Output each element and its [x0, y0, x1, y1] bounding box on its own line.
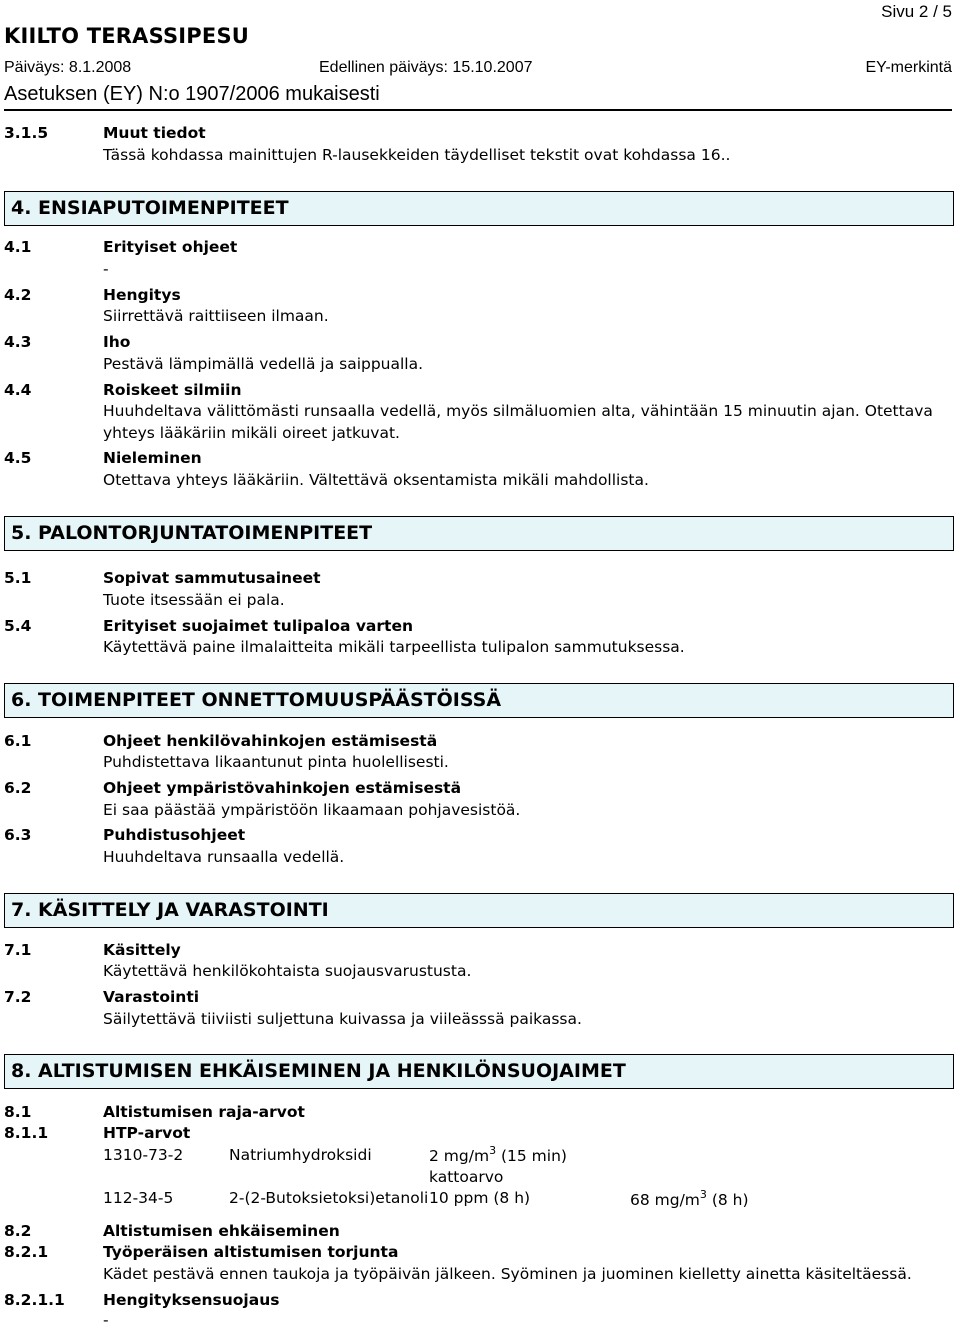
s811-number: 8.1.1 — [4, 1124, 49, 1142]
s82-title: Altistumisen ehkäiseminen — [103, 1222, 340, 1240]
s8211-number: 8.2.1.1 — [4, 1291, 65, 1309]
company-title: KIILTO TERASSIPESU — [4, 24, 250, 48]
s61-title: Ohjeet henkilövahinkojen estämisestä — [103, 732, 438, 750]
s811-title: HTP-arvot — [103, 1124, 191, 1142]
page-number: Sivu 2 / 5 — [881, 2, 952, 21]
s62-number: 6.2 — [4, 779, 32, 797]
ec-label: EY-merkintä — [865, 59, 952, 76]
s41-number: 4.1 — [4, 238, 32, 256]
s315-text: Tässä kohdassa mainittujen R-lausekkeiden täydelliset tekstit ovat kohdassa 16.. — [103, 146, 731, 164]
s72-text: Säilytettävä tiiviisti suljettuna kuivassa ja viileässsä paikassa. — [103, 1010, 582, 1028]
regulation-line: Asetuksen (EY) N:o 1907/2006 mukaisesti — [4, 83, 380, 105]
s45-text: Otettava yhteys lääkäriin. Vältettävä oksentamista mikäli mahdollista. — [103, 471, 649, 489]
s8211-text: - — [103, 1311, 109, 1329]
s44-text-line2: yhteys lääkäriin mikäli oireet jatkuvat. — [103, 424, 400, 442]
limit-row-1-cas: 1310-73-2 — [103, 1146, 184, 1164]
s821-text: Kädet pestävä ennen taukoja ja työpäivän jälkeen. Syöminen ja juominen kielletty ainetta käsiteltäessä. — [103, 1265, 912, 1283]
s71-title: Käsittely — [103, 941, 181, 959]
s45-title: Nieleminen — [103, 449, 202, 467]
s41-text: - — [103, 260, 109, 278]
s54-text: Käytettävä paine ilmalaitteita mikäli tarpeellista tulipalon sammutuksessa. — [103, 638, 685, 656]
s63-number: 6.3 — [4, 826, 32, 844]
section-7-heading: 7. KÄSITTELY JA VARASTOINTI — [11, 899, 329, 921]
s43-text: Pestävä lämpimällä vedellä ja saippualla. — [103, 355, 424, 373]
s44-title: Roiskeet silmiin — [103, 381, 242, 399]
section-5-heading: 5. PALONTORJUNTATOIMENPITEET — [11, 522, 373, 544]
s54-number: 5.4 — [4, 617, 32, 635]
section-4-heading-box — [4, 191, 954, 226]
s51-number: 5.1 — [4, 569, 32, 587]
s41-title: Erityiset ohjeet — [103, 238, 238, 256]
s45-number: 4.5 — [4, 449, 32, 467]
s315-number: 3.1.5 — [4, 124, 49, 142]
s82-number: 8.2 — [4, 1222, 32, 1240]
limit-row-2-cas: 112-34-5 — [103, 1189, 174, 1207]
limit-row-2-substance: 2-(2-Butoksietoksi)etanoli — [229, 1189, 429, 1207]
s54-title: Erityiset suojaimet tulipaloa varten — [103, 617, 413, 635]
s61-number: 6.1 — [4, 732, 32, 750]
s51-title: Sopivat sammutusaineet — [103, 569, 321, 587]
limit-row-2-value-ppm: 10 ppm (8 h) — [429, 1189, 531, 1207]
section-6-heading: 6. TOIMENPITEET ONNETTOMUUSPÄÄSTÖISSÄ — [11, 689, 502, 711]
s44-text-line1: Huuhdeltava välittömästi runsaalla vedellä, myös silmäluomien alta, vähintään 15 minuutin ajan. Otettava — [103, 402, 933, 420]
limit-row-1-value-note: kattoarvo — [429, 1168, 504, 1186]
section-4-heading: 4. ENSIAPUTOIMENPITEET — [11, 197, 289, 219]
s8211-title: Hengityksensuojaus — [103, 1291, 280, 1309]
s71-text: Käytettävä henkilökohtaista suojausvarustusta. — [103, 962, 472, 980]
limit-row-1-substance: Natriumhydroksidi — [229, 1146, 372, 1164]
s81-title: Altistumisen raja-arvot — [103, 1103, 305, 1121]
s62-title: Ohjeet ympäristövahinkojen estämisestä — [103, 779, 462, 797]
limit-row-1-value: 2 $mg/m^3$ (15 min) — [429, 1144, 567, 1165]
s43-title: Iho — [103, 333, 131, 351]
s63-text: Huuhdeltava runsaalla vedellä. — [103, 848, 345, 866]
section-8-heading-box — [4, 1054, 954, 1089]
section-5-heading-box — [4, 516, 954, 551]
s61-text: Puhdistettava likaantunut pinta huolellisesti. — [103, 753, 449, 771]
s51-text: Tuote itsessään ei pala. — [103, 591, 285, 609]
limit-row-2-value-mg: 68 $mg/m^3$ (8 h) — [630, 1188, 749, 1209]
s43-number: 4.3 — [4, 333, 32, 351]
section-6-heading-box — [4, 683, 954, 718]
section-7-heading-box — [4, 893, 954, 928]
s72-number: 7.2 — [4, 988, 32, 1006]
s42-number: 4.2 — [4, 286, 32, 304]
s81-number: 8.1 — [4, 1103, 32, 1121]
s71-number: 7.1 — [4, 941, 32, 959]
previous-date: Edellinen päiväys: 15.10.2007 — [319, 59, 533, 76]
s72-title: Varastointi — [103, 988, 200, 1006]
s62-text: Ei saa päästää ympäristöön likaamaan pohjavesistöä. — [103, 801, 521, 819]
s44-number: 4.4 — [4, 381, 32, 399]
s821-title: Työperäisen altistumisen torjunta — [103, 1243, 399, 1261]
section-8-heading: 8. ALTISTUMISEN EHKÄISEMINEN JA HENKILÖNSUOJAIMET — [11, 1060, 626, 1082]
s821-number: 8.2.1 — [4, 1243, 49, 1261]
s42-text: Siirrettävä raittiiseen ilmaan. — [103, 307, 329, 325]
s315-title: Muut tiedot — [103, 124, 206, 142]
s63-title: Puhdistusohjeet — [103, 826, 246, 844]
header-rule — [4, 109, 952, 111]
date: Päiväys: 8.1.2008 — [4, 59, 132, 76]
s42-title: Hengitys — [103, 286, 181, 304]
